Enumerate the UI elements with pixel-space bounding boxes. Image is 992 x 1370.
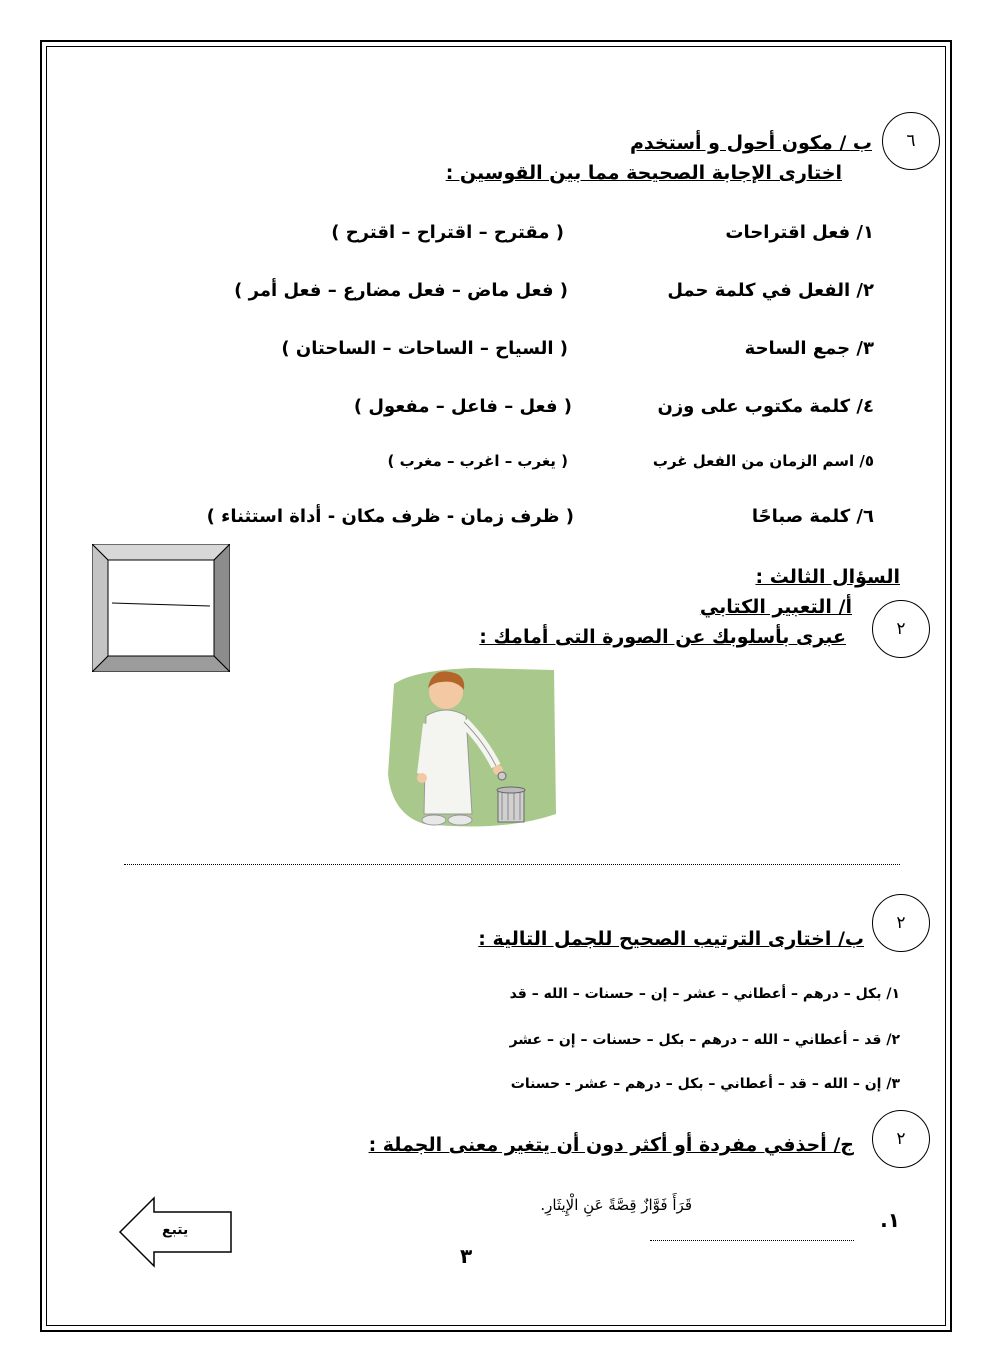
part-a-instruction: عبرى بأسلوبك عن الصورة التى أمامك :	[479, 626, 846, 648]
section-b-title: ب / مكون أحول و أستخدم	[629, 132, 872, 154]
item-question: ١/ فعل اقتراحات	[725, 222, 874, 243]
answer-line[interactable]	[650, 1240, 854, 1241]
item-question: ٤/ كلمة مكتوب على وزن	[657, 396, 874, 417]
score-circle-part-b: ٢	[872, 894, 930, 952]
part-c-title: ج/ أحذفي مفردة أو أكثر دون أن يتغير معنى الجملة :	[368, 1134, 854, 1156]
part-a-title: أ/ التعبير الكتابي	[699, 596, 852, 618]
ordering-item: ٣/ إن – الله – قد – أعطاني – بكل – درهم – عشر - حسنات	[510, 1076, 900, 1092]
item-question: ٥/ اسم الزمان من الفعل غرب	[652, 452, 874, 470]
item-choices: ( مقترح – اقتراح – اقترح )	[331, 222, 564, 243]
question3-title: السؤال الثالث :	[755, 566, 900, 588]
score-circle-part-c: ٢	[872, 1110, 930, 1168]
score-box	[92, 544, 230, 672]
item-choices: ( فعل – فاعل – مفعول )	[353, 396, 572, 417]
item-question: ٣/ جمع الساحة	[744, 338, 874, 359]
part-b-title: ب/ اختارى الترتيب الصحيح للجمل التالية :	[478, 928, 864, 950]
score-circle-part-a: ٢	[872, 600, 930, 658]
page-number: ٣	[460, 1244, 473, 1268]
item-choices: ( فعل ماض – فعل مضارع – فعل أمر )	[234, 280, 568, 301]
writing-line[interactable]	[124, 864, 900, 865]
item-choices: ( ظرف زمان - ظرف مكان - أداة استثناء )	[206, 506, 574, 527]
item-choices: ( يغرب – اغرب – مغرب )	[387, 452, 568, 470]
section-b-instruction: اختارى الإجابة الصحيحة مما بين القوسين :	[445, 162, 842, 184]
continue-label[interactable]: يتبع	[162, 1222, 189, 1238]
score-circle-section-b: ٦	[882, 112, 940, 170]
item-question: ٢/ الفعل في كلمة حمل	[667, 280, 874, 301]
ordering-item: ١/ بكل – درهم – أعطاني – عشر – إن – حسنات – الله – قد	[509, 986, 900, 1002]
item-question: ٦/ كلمة صباحًا	[751, 506, 874, 527]
ordering-item: ٢/ قد – أعطاني – الله – درهم – بكل – حسنات – إن – عشر	[509, 1032, 900, 1048]
sentence-text: قَرَأَ فَوَّازٌ قِصَّةً عَنِ الْإِيثَارِ.	[540, 1196, 692, 1214]
item-number: ١.	[880, 1208, 900, 1232]
item-choices: ( السياح – الساحات – الساحتان )	[281, 338, 568, 359]
boy-throwing-trash-illustration	[384, 664, 558, 836]
